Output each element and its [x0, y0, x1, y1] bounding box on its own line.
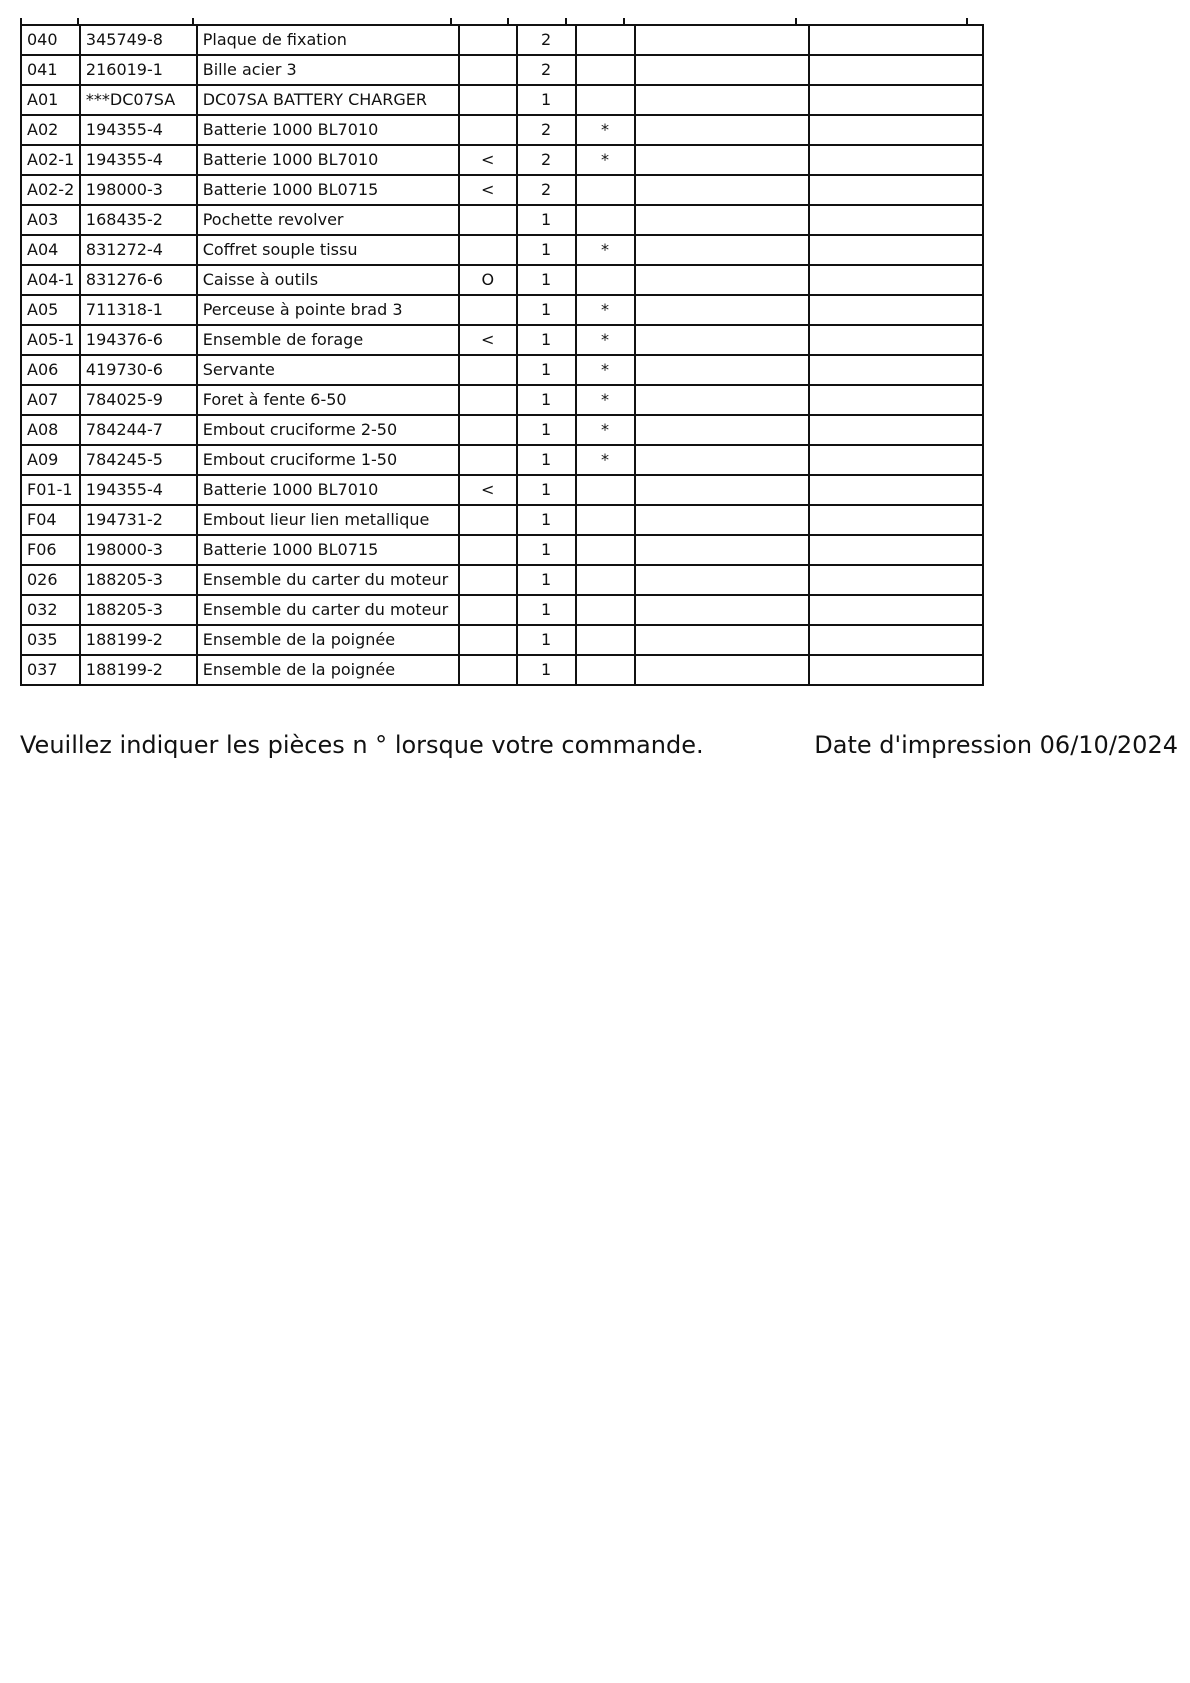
description-cell: Embout lieur lien metallique — [197, 505, 459, 535]
item-number-cell: F01-1 — [21, 475, 80, 505]
flag-cell — [459, 535, 517, 565]
blank-cell — [809, 595, 983, 625]
part-number-cell: 784025-9 — [80, 385, 197, 415]
description-cell: Batterie 1000 BL7010 — [197, 145, 459, 175]
parts-table — [20, 24, 984, 686]
flag-cell: O — [459, 265, 517, 295]
mark-cell — [576, 655, 635, 685]
part-number-cell: 188199-2 — [80, 625, 197, 655]
flag-cell: < — [459, 175, 517, 205]
item-number-cell: A02-2 — [21, 175, 80, 205]
description-cell: Batterie 1000 BL7010 — [197, 115, 459, 145]
mark-cell — [576, 535, 635, 565]
description-cell: Ensemble du carter du moteur — [197, 565, 459, 595]
blank-cell — [635, 535, 810, 565]
blank-cell — [809, 265, 983, 295]
part-number-cell: 784244-7 — [80, 415, 197, 445]
description-cell: Pochette revolver — [197, 205, 459, 235]
table-row — [21, 175, 983, 205]
quantity-cell: 1 — [517, 235, 576, 265]
part-number-cell: 784245-5 — [80, 445, 197, 475]
order-note: Veuillez indiquer les pièces n ° lorsque votre commande. — [20, 731, 704, 759]
table-row — [21, 25, 983, 55]
part-number-cell: 198000-3 — [80, 535, 197, 565]
flag-cell — [459, 505, 517, 535]
mark-cell: * — [576, 415, 635, 445]
blank-cell — [635, 595, 810, 625]
item-number-cell: A02 — [21, 115, 80, 145]
table-row — [21, 415, 983, 445]
blank-cell — [635, 325, 810, 355]
quantity-cell: 2 — [517, 55, 576, 85]
description-cell: Ensemble du carter du moteur — [197, 595, 459, 625]
flag-cell — [459, 445, 517, 475]
blank-cell — [809, 85, 983, 115]
table-row — [21, 115, 983, 145]
mark-cell — [576, 505, 635, 535]
item-number-cell: 035 — [21, 625, 80, 655]
description-cell: Ensemble de forage — [197, 325, 459, 355]
flag-cell: < — [459, 145, 517, 175]
blank-cell — [809, 505, 983, 535]
table-row — [21, 205, 983, 235]
table-row — [21, 235, 983, 265]
item-number-cell: A01 — [21, 85, 80, 115]
blank-cell — [635, 445, 810, 475]
blank-cell — [809, 655, 983, 685]
blank-cell — [809, 145, 983, 175]
part-number-cell: 194376-6 — [80, 325, 197, 355]
part-number-cell: 188199-2 — [80, 655, 197, 685]
table-row — [21, 325, 983, 355]
table-row — [21, 565, 983, 595]
mark-cell: * — [576, 235, 635, 265]
blank-cell — [635, 295, 810, 325]
blank-cell — [635, 25, 810, 55]
description-cell: Plaque de fixation — [197, 25, 459, 55]
quantity-cell: 2 — [517, 25, 576, 55]
item-number-cell: A09 — [21, 445, 80, 475]
item-number-cell: 032 — [21, 595, 80, 625]
quantity-cell: 1 — [517, 535, 576, 565]
flag-cell — [459, 235, 517, 265]
description-cell: DC07SA BATTERY CHARGER — [197, 85, 459, 115]
table-row — [21, 385, 983, 415]
quantity-cell: 2 — [517, 175, 576, 205]
quantity-cell: 1 — [517, 415, 576, 445]
quantity-cell: 1 — [517, 355, 576, 385]
part-number-cell: ***DC07SA — [80, 85, 197, 115]
blank-cell — [809, 565, 983, 595]
description-cell: Perceuse à pointe brad 3 — [197, 295, 459, 325]
part-number-cell: 216019-1 — [80, 55, 197, 85]
part-number-cell: 194355-4 — [80, 475, 197, 505]
flag-cell — [459, 655, 517, 685]
part-number-cell: 194731-2 — [80, 505, 197, 535]
blank-cell — [809, 415, 983, 445]
blank-cell — [809, 175, 983, 205]
description-cell: Servante — [197, 355, 459, 385]
flag-cell — [459, 625, 517, 655]
part-number-cell: 419730-6 — [80, 355, 197, 385]
blank-cell — [635, 85, 810, 115]
item-number-cell: 040 — [21, 25, 80, 55]
flag-cell: < — [459, 475, 517, 505]
description-cell: Batterie 1000 BL0715 — [197, 175, 459, 205]
blank-cell — [635, 415, 810, 445]
quantity-cell: 1 — [517, 205, 576, 235]
flag-cell: < — [459, 325, 517, 355]
mark-cell: * — [576, 145, 635, 175]
mark-cell: * — [576, 295, 635, 325]
item-number-cell: F04 — [21, 505, 80, 535]
item-number-cell: A03 — [21, 205, 80, 235]
mark-cell — [576, 565, 635, 595]
mark-cell — [576, 205, 635, 235]
quantity-cell: 1 — [517, 325, 576, 355]
quantity-cell: 2 — [517, 115, 576, 145]
item-number-cell: A02-1 — [21, 145, 80, 175]
blank-cell — [635, 475, 810, 505]
flag-cell — [459, 25, 517, 55]
part-number-cell: 831276-6 — [80, 265, 197, 295]
blank-cell — [635, 55, 810, 85]
item-number-cell: A05-1 — [21, 325, 80, 355]
blank-cell — [809, 385, 983, 415]
quantity-cell: 1 — [517, 625, 576, 655]
blank-cell — [635, 235, 810, 265]
mark-cell: * — [576, 115, 635, 145]
blank-cell — [809, 535, 983, 565]
flag-cell — [459, 595, 517, 625]
quantity-cell: 1 — [517, 85, 576, 115]
flag-cell — [459, 415, 517, 445]
blank-cell — [635, 145, 810, 175]
part-number-cell: 711318-1 — [80, 295, 197, 325]
table-row — [21, 55, 983, 85]
part-number-cell: 198000-3 — [80, 175, 197, 205]
mark-cell — [576, 175, 635, 205]
blank-cell — [635, 115, 810, 145]
blank-cell — [635, 655, 810, 685]
blank-cell — [809, 25, 983, 55]
quantity-cell: 1 — [517, 595, 576, 625]
mark-cell — [576, 55, 635, 85]
parts-table-body — [21, 25, 983, 685]
table-row — [21, 265, 983, 295]
description-cell: Ensemble de la poignée — [197, 625, 459, 655]
blank-cell — [809, 235, 983, 265]
blank-cell — [809, 115, 983, 145]
quantity-cell: 2 — [517, 145, 576, 175]
table-row — [21, 655, 983, 685]
item-number-cell: A07 — [21, 385, 80, 415]
description-cell: Batterie 1000 BL0715 — [197, 535, 459, 565]
part-number-cell: 194355-4 — [80, 145, 197, 175]
item-number-cell: A04 — [21, 235, 80, 265]
table-row — [21, 505, 983, 535]
blank-cell — [635, 355, 810, 385]
item-number-cell: A04-1 — [21, 265, 80, 295]
part-number-cell: 188205-3 — [80, 595, 197, 625]
table-row — [21, 475, 983, 505]
quantity-cell: 1 — [517, 565, 576, 595]
blank-cell — [809, 205, 983, 235]
blank-cell — [635, 625, 810, 655]
mark-cell — [576, 265, 635, 295]
description-cell: Foret à fente 6-50 — [197, 385, 459, 415]
description-cell: Embout cruciforme 1-50 — [197, 445, 459, 475]
flag-cell — [459, 385, 517, 415]
item-number-cell: 037 — [21, 655, 80, 685]
mark-cell — [576, 85, 635, 115]
blank-cell — [809, 475, 983, 505]
flag-cell — [459, 295, 517, 325]
flag-cell — [459, 85, 517, 115]
item-number-cell: A06 — [21, 355, 80, 385]
flag-cell — [459, 115, 517, 145]
blank-cell — [635, 175, 810, 205]
quantity-cell: 1 — [517, 265, 576, 295]
item-number-cell: A05 — [21, 295, 80, 325]
flag-cell — [459, 355, 517, 385]
description-cell: Caisse à outils — [197, 265, 459, 295]
mark-cell — [576, 475, 635, 505]
quantity-cell: 1 — [517, 385, 576, 415]
quantity-cell: 1 — [517, 295, 576, 325]
blank-cell — [635, 385, 810, 415]
table-row — [21, 625, 983, 655]
item-number-cell: 041 — [21, 55, 80, 85]
quantity-cell: 1 — [517, 475, 576, 505]
mark-cell: * — [576, 445, 635, 475]
table-row — [21, 145, 983, 175]
table-row — [21, 355, 983, 385]
part-number-cell: 168435-2 — [80, 205, 197, 235]
blank-cell — [809, 625, 983, 655]
item-number-cell: F06 — [21, 535, 80, 565]
description-cell: Bille acier 3 — [197, 55, 459, 85]
mark-cell: * — [576, 385, 635, 415]
blank-cell — [635, 565, 810, 595]
quantity-cell: 1 — [517, 505, 576, 535]
part-number-cell: 194355-4 — [80, 115, 197, 145]
description-cell: Ensemble de la poignée — [197, 655, 459, 685]
mark-cell — [576, 25, 635, 55]
blank-cell — [635, 205, 810, 235]
mark-cell — [576, 595, 635, 625]
print-date: Date d'impression 06/10/2024 — [814, 731, 1178, 759]
part-number-cell: 188205-3 — [80, 565, 197, 595]
flag-cell — [459, 55, 517, 85]
blank-cell — [635, 265, 810, 295]
blank-cell — [809, 355, 983, 385]
description-cell: Coffret souple tissu — [197, 235, 459, 265]
quantity-cell: 1 — [517, 655, 576, 685]
blank-cell — [635, 505, 810, 535]
quantity-cell: 1 — [517, 445, 576, 475]
mark-cell: * — [576, 355, 635, 385]
part-number-cell: 831272-4 — [80, 235, 197, 265]
mark-cell: * — [576, 325, 635, 355]
blank-cell — [809, 295, 983, 325]
item-number-cell: 026 — [21, 565, 80, 595]
table-row — [21, 85, 983, 115]
table-row — [21, 535, 983, 565]
table-row — [21, 445, 983, 475]
part-number-cell: 345749-8 — [80, 25, 197, 55]
flag-cell — [459, 205, 517, 235]
blank-cell — [809, 325, 983, 355]
description-cell: Embout cruciforme 2-50 — [197, 415, 459, 445]
description-cell: Batterie 1000 BL7010 — [197, 475, 459, 505]
table-row — [21, 295, 983, 325]
mark-cell — [576, 625, 635, 655]
blank-cell — [809, 445, 983, 475]
flag-cell — [459, 565, 517, 595]
table-row — [21, 595, 983, 625]
blank-cell — [809, 55, 983, 85]
item-number-cell: A08 — [21, 415, 80, 445]
